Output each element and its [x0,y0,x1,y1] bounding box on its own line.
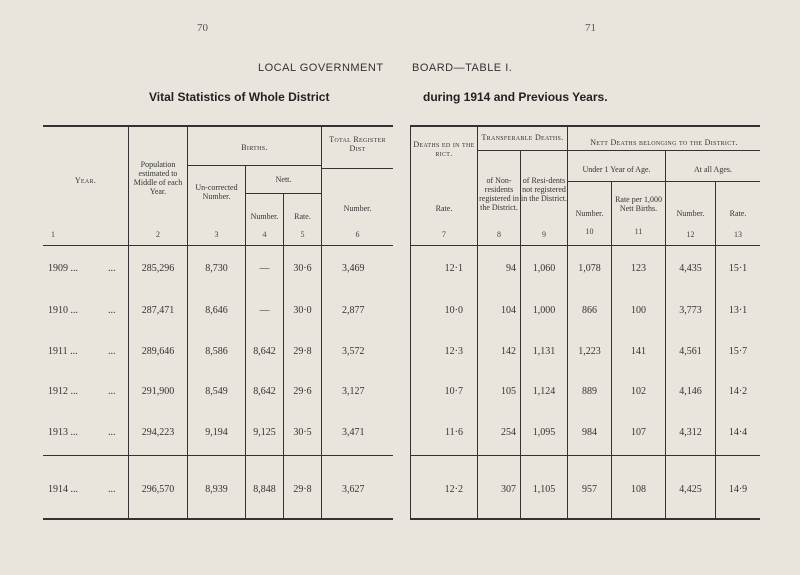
column-number: 7 [442,230,446,239]
cell-c6: 3,572 [342,346,365,357]
cell-c2: 289,646 [141,346,175,357]
cell-c11: 108 [631,484,646,495]
cell-c12: 4,435 [679,263,702,274]
cell-c3: 8,646 [205,305,228,316]
header-allages-number: Number. [676,209,705,218]
cell-c4: — [259,263,270,274]
cell-c2: 287,471 [141,305,175,316]
cell-year: 1910 ... [48,305,78,316]
cell-c3: 8,939 [205,484,228,495]
cell-c3: 8,730 [205,263,228,274]
column-number: 6 [355,230,360,239]
column-number: 3 [214,230,219,239]
cell-c12: 4,146 [679,386,702,397]
cell-c7: 12·3 [444,346,463,357]
cell-c8: 254 [501,427,516,438]
header-allages-rate: Rate. [729,209,747,218]
cell-c9: 1,000 [532,305,556,316]
header-all-ages: At all Ages. [694,165,732,174]
header-nett-number: Number. [250,212,279,221]
subtitle-right: during 1914 and Previous Years. [423,90,608,104]
cell-c5: 30·6 [293,263,312,274]
column-number: 1 [51,230,55,239]
cell-c10: 889 [582,386,597,397]
column-number: 4 [262,230,267,239]
cell-c9: 1,095 [532,427,556,438]
column-number: 11 [634,227,643,236]
cell-dots: ... [108,263,116,274]
header-year: Year. [74,176,97,185]
cell-c10: 1,223 [578,346,601,357]
cell-c2: 291,900 [141,386,175,397]
cell-c13: 14·2 [728,386,748,397]
cell-c9: 1,105 [532,484,556,495]
cell-c8: 104 [501,305,516,316]
cell-c8: 94 [506,263,516,274]
cell-c11: 141 [631,346,646,357]
cell-c6: 3,127 [342,386,365,397]
column-number: 12 [686,230,695,239]
header-births: Births. [241,143,268,152]
cell-c8: 142 [501,346,516,357]
cell-c4: 8,642 [253,386,276,397]
left-page-number: 70 [197,22,208,34]
cell-c9: 1,124 [532,386,556,397]
header-under-1: Under 1 Year of Age. [582,165,651,174]
cell-c2: 294,223 [141,427,175,438]
cell-c4: — [259,305,270,316]
subtitle-left: Vital Statistics of Whole District [149,90,330,104]
cell-c5: 30·0 [293,305,312,316]
cell-c12: 4,312 [679,427,702,438]
header-uncorrected: Un-corrected Number. [195,183,238,201]
cell-c7: 10·7 [444,386,463,397]
cell-c10: 984 [582,427,597,438]
title-right: BOARD—TABLE I. [412,62,513,74]
header-nett: Nett. [275,175,292,184]
cell-c12: 4,425 [679,484,702,495]
cell-year: 1914 ... [48,484,78,495]
header-rate-per-1000: Rate per 1,000 Nett Births. [615,195,662,213]
header-nett-deaths: Nett Deaths belonging to the District. [590,138,738,147]
header-deaths-rate: Rate. [435,204,453,213]
cell-year: 1913 ... [48,427,78,438]
cell-c12: 3,773 [679,305,702,316]
cell-dots: ... [108,484,116,495]
cell-c13: 14·4 [728,427,748,438]
cell-c11: 107 [631,427,646,438]
cell-c11: 100 [631,305,646,316]
header-transferable: Transferable Deaths. [481,133,564,142]
cell-c5: 30·5 [293,427,312,438]
cell-c3: 8,549 [205,386,228,397]
column-number: 10 [585,227,594,236]
cell-c13: 15·1 [728,263,748,274]
header-residents-not: of Resi-dents not registered in the District. [521,176,567,203]
cell-c11: 123 [631,263,646,274]
header-deaths: Deaths ed in the rict. [413,140,475,158]
cell-dots: ... [108,386,116,397]
cell-c9: 1,131 [532,346,556,357]
header-under1-number: Number. [575,209,604,218]
cell-year: 1912 ... [48,386,78,397]
cell-c5: 29·6 [293,386,312,397]
header-total-registered: Total Register Dist [329,135,386,153]
cell-c6: 3,469 [342,263,365,274]
cell-c6: 2,877 [342,305,365,316]
cell-c8: 307 [501,484,516,495]
cell-c2: 285,296 [141,263,175,274]
cell-c7: 11·6 [445,427,463,438]
cell-dots: ... [108,305,116,316]
cell-c3: 8,586 [205,346,228,357]
column-number: 13 [734,230,742,239]
cell-dots: ... [108,346,116,357]
cell-c6: 3,627 [342,484,365,495]
cell-c10: 957 [582,484,597,495]
cell-year: 1911 ... [48,346,78,357]
cell-c11: 102 [631,386,646,397]
column-number: 8 [497,230,501,239]
cell-c4: 8,642 [253,346,276,357]
header-total-number: Number. [343,204,372,213]
cell-c5: 29·8 [293,346,312,357]
header-nett-rate: Rate. [294,212,311,221]
cell-c3: 9,194 [205,427,228,438]
cell-c8: 105 [501,386,516,397]
column-number: 2 [156,230,160,239]
cell-c13: 13·1 [728,305,748,316]
cell-c2: 296,570 [141,484,175,495]
cell-c13: 14·9 [728,484,748,495]
cell-c5: 29·8 [293,484,312,495]
cell-c10: 1,078 [578,263,601,274]
cell-c12: 4,561 [679,346,702,357]
title-left: LOCAL GOVERNMENT [258,62,384,74]
cell-year: 1909 ... [48,263,78,274]
cell-c9: 1,060 [532,263,556,274]
cell-c13: 15·7 [728,346,748,357]
cell-c4: 8,848 [253,484,276,495]
right-page-number: 71 [585,22,596,34]
header-non-residents: of Non-residents registered in the District. [479,176,519,212]
cell-dots: ... [108,427,116,438]
cell-c7: 12·2 [444,484,463,495]
cell-c7: 10·0 [444,305,463,316]
column-number: 5 [300,230,305,239]
cell-c10: 866 [582,305,597,316]
cell-c7: 12·1 [444,263,463,274]
cell-c4: 9,125 [253,427,276,438]
column-number: 9 [542,230,546,239]
header-population: Population estimated to Middle of each Year. [133,160,183,196]
cell-c6: 3,471 [342,427,365,438]
